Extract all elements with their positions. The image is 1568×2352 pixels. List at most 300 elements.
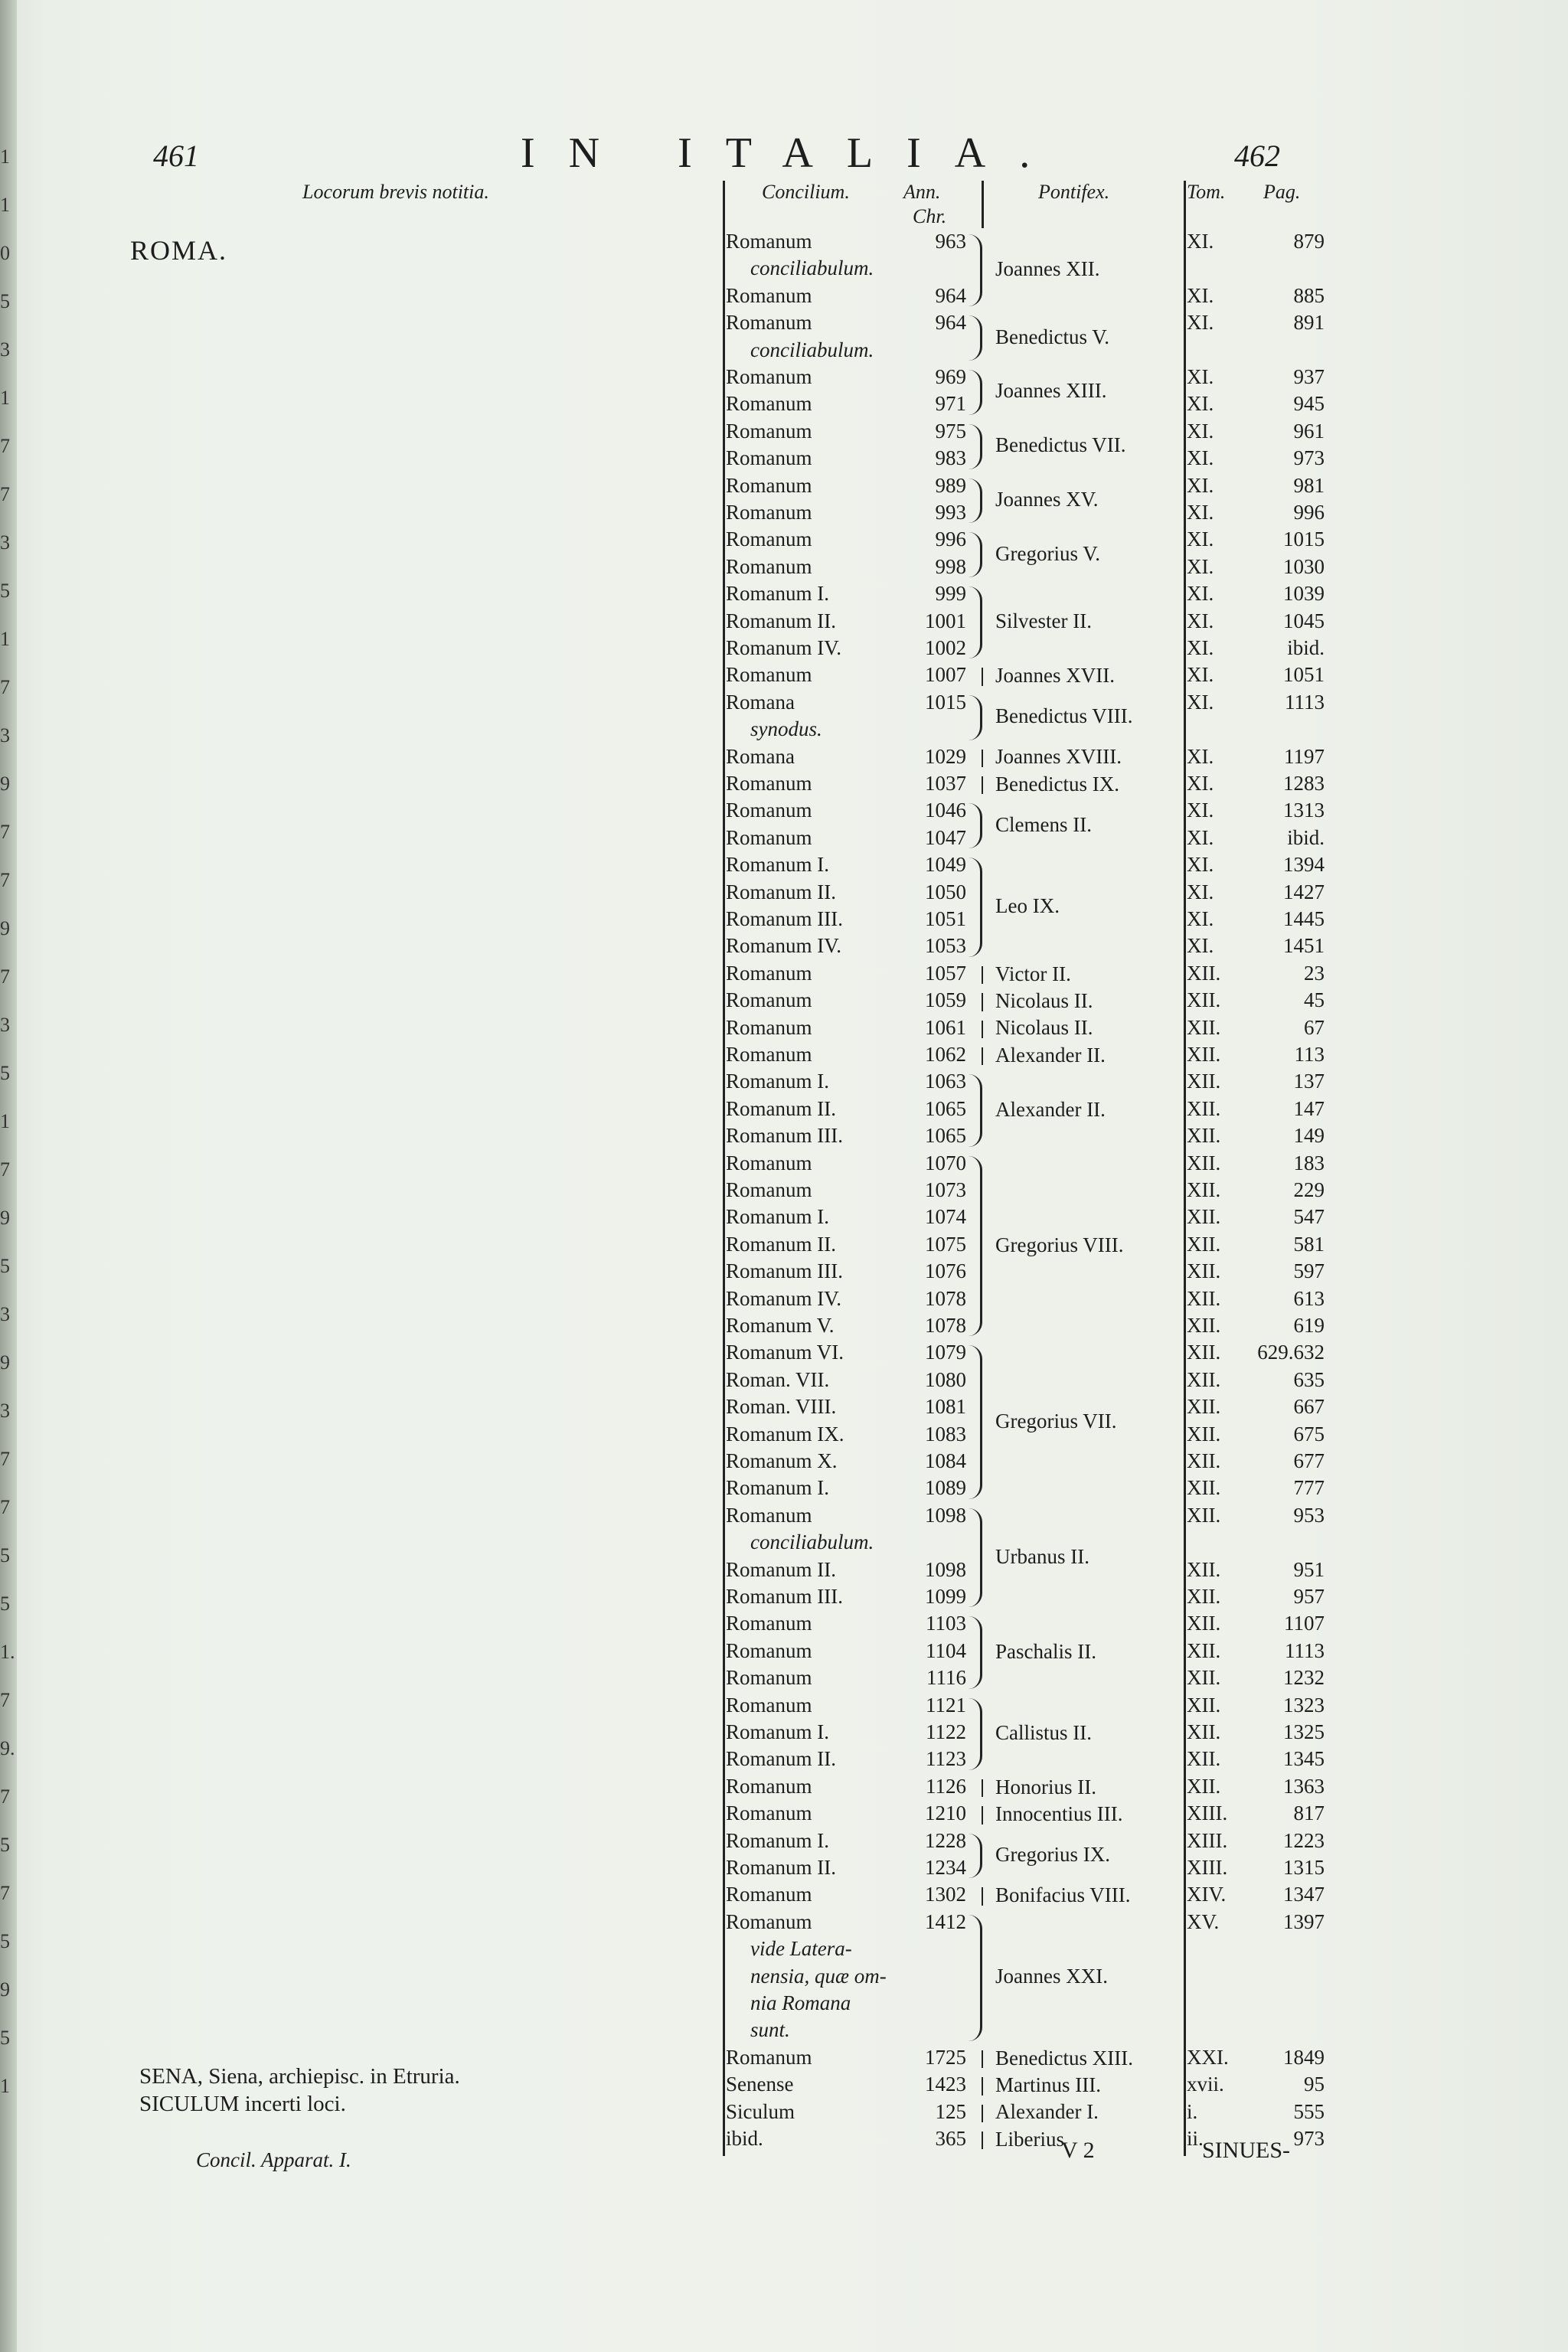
council-year: 365 bbox=[935, 2127, 966, 2150]
tome-number: XII. bbox=[1187, 1096, 1221, 1120]
page-ref: 113 bbox=[1294, 1043, 1325, 1066]
column-header-tom: Tom. bbox=[1187, 181, 1226, 203]
brace bbox=[966, 315, 982, 361]
tome-number: xvii. bbox=[1187, 2073, 1224, 2096]
council-name: Romanum I. bbox=[726, 1828, 829, 1852]
edge-digit: 5 bbox=[0, 290, 10, 312]
column-rule-tom bbox=[1184, 181, 1186, 2156]
council-name: Senense bbox=[726, 2073, 794, 2096]
page-ref: 183 bbox=[1293, 1151, 1325, 1174]
brace bbox=[966, 424, 982, 469]
brace bbox=[966, 1156, 982, 1337]
pontifex-rule bbox=[982, 668, 983, 685]
brace bbox=[966, 370, 982, 415]
pontifex-label: Callistus II. bbox=[995, 1720, 1092, 1744]
council-name: Romanum II. bbox=[726, 1557, 836, 1581]
page-ref: 675 bbox=[1293, 1422, 1325, 1446]
pontifex-label: Joannes XV. bbox=[995, 488, 1099, 511]
council-name: Romana bbox=[726, 690, 795, 714]
note-sena: SENA, Siena, archiepisc. in Etruria. bbox=[139, 2064, 460, 2089]
tome-number: XII. bbox=[1187, 1178, 1221, 1201]
edge-digit: 7 bbox=[0, 821, 10, 843]
tome-number: XII. bbox=[1187, 1638, 1221, 1662]
council-year: 1116 bbox=[926, 1666, 966, 1690]
edge-digit: 7 bbox=[0, 1448, 10, 1470]
tome-number: XII. bbox=[1187, 1070, 1221, 1093]
edge-digit: 9 bbox=[0, 773, 10, 795]
council-name: Romanum X. bbox=[726, 1449, 838, 1472]
council-name: Romanum bbox=[726, 1909, 812, 1933]
pontifex-label: Joannes XII. bbox=[995, 257, 1100, 281]
page-ref: 953 bbox=[1293, 1503, 1325, 1527]
council-year: 1070 bbox=[925, 1151, 966, 1174]
page-ref: 961 bbox=[1293, 419, 1325, 443]
pontifex-label: Silvester II. bbox=[995, 609, 1092, 633]
page-number-left: 461 bbox=[153, 139, 199, 173]
council-name: Romanum I. bbox=[726, 1070, 829, 1093]
council-year: 1098 bbox=[925, 1557, 966, 1581]
council-year: 1725 bbox=[925, 2045, 966, 2069]
tome-number: XI. bbox=[1187, 853, 1214, 877]
council-year: 1050 bbox=[925, 880, 966, 903]
edge-digit: 5 bbox=[0, 580, 10, 602]
page-ref: 147 bbox=[1293, 1096, 1325, 1120]
council-year: 983 bbox=[935, 446, 966, 470]
council-name: Romanum bbox=[726, 528, 812, 551]
edge-digit: 1 bbox=[0, 628, 10, 650]
column-rule-pontifex-head bbox=[982, 181, 984, 228]
tome-number: XII. bbox=[1187, 1422, 1221, 1446]
pontifex-label: Alexander I. bbox=[995, 2100, 1099, 2124]
tome-number: XII. bbox=[1187, 1557, 1221, 1581]
page-ref: 1015 bbox=[1283, 528, 1325, 551]
note-siculum: SICULUM incerti loci. bbox=[139, 2092, 346, 2116]
page-ref: 137 bbox=[1293, 1070, 1325, 1093]
council-name: Romanum bbox=[726, 365, 812, 388]
council-name: Romanum IX. bbox=[726, 1422, 844, 1446]
council-year: 1079 bbox=[925, 1341, 966, 1364]
council-year: 1074 bbox=[925, 1205, 966, 1229]
pontifex-label: Gregorius VIII. bbox=[995, 1233, 1124, 1256]
council-year: 1084 bbox=[925, 1449, 966, 1472]
council-name: Romanum bbox=[726, 501, 812, 524]
council-note: conciliabulum. bbox=[750, 256, 874, 280]
pontifex-label: Alexander II. bbox=[995, 1097, 1106, 1121]
council-year: 1046 bbox=[925, 799, 966, 822]
council-name: Romanum bbox=[726, 961, 812, 985]
brace bbox=[966, 532, 982, 577]
pontifex-label: Martinus III. bbox=[995, 2073, 1101, 2096]
pontifex-rule bbox=[982, 750, 983, 767]
edge-digit: 9 bbox=[0, 1978, 10, 2001]
council-name: Romanum III. bbox=[726, 1124, 843, 1148]
council-name: Romanum bbox=[726, 1883, 812, 1906]
tome-number: XII. bbox=[1187, 961, 1221, 985]
council-name: Romanum bbox=[726, 799, 812, 822]
edge-digit: 7 bbox=[0, 435, 10, 457]
tome-number: XII. bbox=[1187, 1259, 1221, 1283]
council-year: 1210 bbox=[925, 1802, 966, 1825]
tome-number: XI. bbox=[1187, 690, 1214, 714]
page-ref: 1427 bbox=[1283, 880, 1325, 903]
edge-digit: 5 bbox=[0, 1930, 10, 1952]
tome-number: XI. bbox=[1187, 772, 1214, 795]
pontifex-rule bbox=[982, 2132, 983, 2149]
page-ref: 957 bbox=[1293, 1585, 1325, 1608]
pontifex-rule bbox=[982, 2077, 983, 2095]
tome-number: XII. bbox=[1187, 988, 1221, 1012]
page-ref: ibid. bbox=[1287, 825, 1325, 849]
council-name: Romanum bbox=[726, 1151, 812, 1174]
pontifex-rule bbox=[982, 776, 983, 794]
pontifex-rule bbox=[982, 1887, 983, 1905]
page-ref: 981 bbox=[1293, 473, 1325, 497]
brace bbox=[966, 695, 982, 740]
council-name: Romanum bbox=[726, 392, 812, 416]
tome-number: XI. bbox=[1187, 311, 1214, 335]
council-name: Romanum V. bbox=[726, 1314, 835, 1337]
page-ref: 1345 bbox=[1283, 1747, 1325, 1771]
pontifex-label: Joannes XIII. bbox=[995, 379, 1107, 403]
council-year: 1123 bbox=[926, 1747, 966, 1771]
council-year: 1049 bbox=[925, 853, 966, 877]
brace bbox=[966, 858, 982, 957]
edge-digit: 7 bbox=[0, 676, 10, 698]
council-name: Romanum I. bbox=[726, 1205, 829, 1229]
edge-digit: 1 bbox=[0, 1110, 10, 1132]
page-ref: 1325 bbox=[1283, 1720, 1325, 1743]
council-year: 1059 bbox=[925, 988, 966, 1012]
page-ref: 613 bbox=[1293, 1286, 1325, 1310]
page-ref: 629.632 bbox=[1257, 1341, 1325, 1364]
council-year: 1051 bbox=[925, 907, 966, 930]
council-year: 1047 bbox=[925, 825, 966, 849]
council-year: 1065 bbox=[925, 1124, 966, 1148]
edge-digit: 5 bbox=[0, 1062, 10, 1084]
council-year: 975 bbox=[935, 419, 966, 443]
page-ref: 1113 bbox=[1285, 1638, 1325, 1662]
tome-number: XI. bbox=[1187, 554, 1214, 578]
council-year: 1103 bbox=[926, 1612, 966, 1635]
column-header-pontifex: Pontifex. bbox=[1038, 181, 1110, 203]
tome-number: XI. bbox=[1187, 880, 1214, 903]
tome-number: XII. bbox=[1187, 1205, 1221, 1229]
tome-number: XV. bbox=[1187, 1909, 1220, 1933]
page-ref: 1323 bbox=[1283, 1693, 1325, 1717]
brace bbox=[966, 1508, 982, 1608]
page-ref: ibid. bbox=[1287, 636, 1325, 659]
council-year: 1001 bbox=[925, 609, 966, 632]
page-ref: 1315 bbox=[1283, 1856, 1325, 1879]
tome-number: XII. bbox=[1187, 1151, 1221, 1174]
page-ref: 1363 bbox=[1283, 1774, 1325, 1798]
brace bbox=[966, 1698, 982, 1770]
pontifex-label: Liberius bbox=[995, 2127, 1064, 2151]
tome-number: XII. bbox=[1187, 1774, 1221, 1798]
council-name: Romanum IV. bbox=[726, 934, 842, 958]
pontifex-label: Joannes XVII. bbox=[995, 664, 1115, 688]
council-name: Romanum I. bbox=[726, 1476, 829, 1500]
tome-number: XI. bbox=[1187, 744, 1214, 768]
brace bbox=[966, 1834, 982, 1879]
council-year: 1099 bbox=[925, 1585, 966, 1608]
page-ref: 885 bbox=[1293, 283, 1325, 307]
council-name: Romanum bbox=[726, 1802, 812, 1825]
tome-number: XII. bbox=[1187, 1747, 1221, 1771]
tome-number: XI. bbox=[1187, 934, 1214, 958]
council-name: Romanum bbox=[726, 473, 812, 497]
section-label-roma: ROMA. bbox=[130, 235, 228, 266]
council-name: Romanum bbox=[726, 1693, 812, 1717]
tome-number: XI. bbox=[1187, 365, 1214, 388]
council-name: Romanum III. bbox=[726, 1585, 843, 1608]
council-name: Romanum bbox=[726, 283, 812, 307]
edge-digit: 7 bbox=[0, 1496, 10, 1518]
page-ref: 1451 bbox=[1283, 934, 1325, 958]
edge-digit: 5 bbox=[0, 1592, 10, 1615]
page-ref: 581 bbox=[1293, 1232, 1325, 1256]
column-header-concilium: Concilium. bbox=[762, 181, 850, 203]
tome-number: XXI. bbox=[1187, 2045, 1229, 2069]
edge-digit: 7 bbox=[0, 1785, 10, 1808]
edge-digit: 7 bbox=[0, 483, 10, 505]
tome-number: XI. bbox=[1187, 473, 1214, 497]
brace bbox=[966, 1616, 982, 1688]
page-ref: 95 bbox=[1304, 2073, 1325, 2096]
tome-number: XII. bbox=[1187, 1232, 1221, 1256]
council-year: 996 bbox=[935, 528, 966, 551]
tome-number: XII. bbox=[1187, 1367, 1221, 1391]
council-name: Romanum bbox=[726, 825, 812, 849]
council-name: Romanum II. bbox=[726, 609, 836, 632]
council-note: conciliabulum. bbox=[750, 1530, 874, 1554]
page-ref: 1223 bbox=[1283, 1828, 1325, 1852]
council-name: Romanum bbox=[726, 988, 812, 1012]
page-title: IN ITALIA. bbox=[521, 129, 1064, 177]
page-ref: 667 bbox=[1293, 1395, 1325, 1419]
pontifex-label: Benedictus IX. bbox=[995, 772, 1119, 795]
signature-line: Concil. Apparat. I. bbox=[196, 2148, 351, 2171]
tome-number: XII. bbox=[1187, 1503, 1221, 1527]
pontifex-label: Benedictus VIII. bbox=[995, 704, 1133, 728]
edge-digit: 7 bbox=[0, 1882, 10, 1904]
council-name: Romanum bbox=[726, 1774, 812, 1798]
page-ref: 619 bbox=[1293, 1314, 1325, 1337]
council-name: Romanum bbox=[726, 663, 812, 687]
page-ref: 1197 bbox=[1284, 744, 1325, 768]
council-name: Romanum bbox=[726, 1612, 812, 1635]
tome-number: XII. bbox=[1187, 1286, 1221, 1310]
tome-number: XII. bbox=[1187, 1341, 1221, 1364]
edge-digit: 1 bbox=[0, 145, 10, 168]
pontifex-label: Clemens II. bbox=[995, 812, 1092, 836]
pontifex-label: Leo IX. bbox=[995, 894, 1060, 917]
pontifex-label: Benedictus XIII. bbox=[995, 2046, 1133, 2069]
pontifex-label: Urbanus II. bbox=[995, 1544, 1089, 1568]
council-name: Romanum bbox=[726, 1503, 812, 1527]
tome-number: XI. bbox=[1187, 501, 1214, 524]
council-year: 1302 bbox=[925, 1883, 966, 1906]
tome-number: XI. bbox=[1187, 609, 1214, 632]
pontifex-rule bbox=[982, 2050, 983, 2068]
pontifex-rule bbox=[982, 2105, 983, 2122]
pontifex-rule bbox=[982, 1021, 983, 1038]
pontifex-label: Victor II. bbox=[995, 962, 1071, 985]
council-name: Romanum VI. bbox=[726, 1341, 844, 1364]
council-year: 1053 bbox=[925, 934, 966, 958]
edge-digit: 7 bbox=[0, 1689, 10, 1711]
page-ref: 1045 bbox=[1283, 609, 1325, 632]
page-ref: 777 bbox=[1293, 1476, 1325, 1500]
council-name: Romanum I. bbox=[726, 1720, 829, 1743]
council-year: 1083 bbox=[925, 1422, 966, 1446]
council-year: 969 bbox=[935, 365, 966, 388]
council-name: Romanum bbox=[726, 1178, 812, 1201]
council-name: Romanum II. bbox=[726, 1747, 836, 1771]
council-name: Roman. VII. bbox=[726, 1367, 830, 1391]
tome-number: XII. bbox=[1187, 1693, 1221, 1717]
column-header-ann: Ann. bbox=[903, 181, 941, 203]
council-name: Siculum bbox=[726, 2099, 795, 2123]
edge-digit: 3 bbox=[0, 338, 10, 361]
council-year: 999 bbox=[935, 582, 966, 606]
column-header-locorum: Locorum brevis notitia. bbox=[302, 181, 489, 203]
catchword: SINUES- bbox=[1202, 2138, 1291, 2163]
pontifex-label: Gregorius IX. bbox=[995, 1843, 1110, 1866]
brace bbox=[966, 803, 982, 848]
brace bbox=[966, 234, 982, 306]
pontifex-label: Benedictus V. bbox=[995, 325, 1110, 348]
council-name: Romanum IV. bbox=[726, 636, 842, 659]
council-year: 1029 bbox=[925, 744, 966, 768]
council-year: 1065 bbox=[925, 1096, 966, 1120]
council-year: 1078 bbox=[925, 1286, 966, 1310]
tome-number: ii. bbox=[1187, 2127, 1204, 2150]
edge-digit: 5 bbox=[0, 2027, 10, 2049]
tome-number: XI. bbox=[1187, 419, 1214, 443]
council-year: 1057 bbox=[925, 961, 966, 985]
council-name: Romanum bbox=[726, 419, 812, 443]
council-note: conciliabulum. bbox=[750, 338, 874, 361]
tome-number: XI. bbox=[1187, 825, 1214, 849]
pontifex-label: Paschalis II. bbox=[995, 1639, 1096, 1663]
pontifex-label: Joannes XVIII. bbox=[995, 745, 1122, 769]
council-name: Romanum bbox=[726, 446, 812, 470]
page-ref: 891 bbox=[1293, 311, 1325, 335]
tome-number: XI. bbox=[1187, 582, 1214, 606]
edge-digit: 9 bbox=[0, 1207, 10, 1229]
column-rule-concilium bbox=[723, 181, 725, 2156]
edge-digit: 1 bbox=[0, 194, 10, 216]
edge-digit: 1 bbox=[0, 387, 10, 409]
tome-number: XIV. bbox=[1187, 1883, 1227, 1906]
council-name: Romanum bbox=[726, 311, 812, 335]
council-year: 1080 bbox=[925, 1367, 966, 1391]
page-ref: 1039 bbox=[1283, 582, 1325, 606]
council-year: 1121 bbox=[926, 1693, 966, 1717]
council-name: Romanum I. bbox=[726, 853, 829, 877]
edge-digit: 7 bbox=[0, 965, 10, 988]
council-year: 1228 bbox=[925, 1828, 966, 1852]
council-year: 1015 bbox=[925, 690, 966, 714]
council-name: Romanum bbox=[726, 1015, 812, 1039]
council-name: Romana bbox=[726, 744, 795, 768]
page-ref: 1313 bbox=[1283, 799, 1325, 822]
council-year: 1061 bbox=[925, 1015, 966, 1039]
pontifex-label: Nicolaus II. bbox=[995, 1016, 1093, 1040]
page-ref: 597 bbox=[1293, 1259, 1325, 1283]
council-name: Romanum II. bbox=[726, 1856, 836, 1879]
brace bbox=[966, 586, 982, 658]
council-name: Romanum bbox=[726, 230, 812, 253]
tome-number: XIII. bbox=[1187, 1828, 1228, 1852]
council-year: 1062 bbox=[925, 1043, 966, 1066]
council-name: ibid. bbox=[726, 2127, 763, 2150]
edge-digit: 9 bbox=[0, 1351, 10, 1374]
council-year: 963 bbox=[935, 230, 966, 253]
tome-number: XII. bbox=[1187, 1015, 1221, 1039]
tome-number: XIII. bbox=[1187, 1802, 1228, 1825]
council-year: 1037 bbox=[925, 772, 966, 795]
pontifex-rule bbox=[982, 966, 983, 984]
page-ref: 1232 bbox=[1283, 1666, 1325, 1690]
pontifex-label: Benedictus VII. bbox=[995, 433, 1126, 457]
pontifex-label: Alexander II. bbox=[995, 1043, 1106, 1067]
council-year: 1078 bbox=[925, 1314, 966, 1337]
page-ref: 1030 bbox=[1283, 554, 1325, 578]
page-ref: 23 bbox=[1304, 961, 1325, 985]
page-ref: 1113 bbox=[1285, 690, 1325, 714]
tome-number: XII. bbox=[1187, 1124, 1221, 1148]
edge-digit: 3 bbox=[0, 1014, 10, 1036]
brace bbox=[966, 1915, 982, 2041]
tome-number: XI. bbox=[1187, 528, 1214, 551]
tome-number: XI. bbox=[1187, 283, 1214, 307]
pontifex-label: Nicolaus II. bbox=[995, 988, 1093, 1012]
council-year: 1002 bbox=[925, 636, 966, 659]
pontifex-rule bbox=[982, 1806, 983, 1824]
council-year: 1076 bbox=[925, 1259, 966, 1283]
edge-digit: 3 bbox=[0, 1400, 10, 1422]
page-ref: 67 bbox=[1304, 1015, 1325, 1039]
council-name: Romanum III. bbox=[726, 1259, 843, 1283]
page-ref: 547 bbox=[1293, 1205, 1325, 1229]
page-ref: 229 bbox=[1293, 1178, 1325, 1201]
council-year: 1412 bbox=[925, 1909, 966, 1933]
council-year: 1007 bbox=[925, 663, 966, 687]
tome-number: XII. bbox=[1187, 1449, 1221, 1472]
page-ref: 1394 bbox=[1283, 853, 1325, 877]
council-note: nia Romana bbox=[750, 1991, 851, 2014]
council-name: Romanum II. bbox=[726, 1096, 836, 1120]
council-year: 1423 bbox=[925, 2073, 966, 2096]
council-name: Romanum bbox=[726, 554, 812, 578]
page-ref: 937 bbox=[1293, 365, 1325, 388]
council-year: 1104 bbox=[926, 1638, 966, 1662]
tome-number: XII. bbox=[1187, 1043, 1221, 1066]
page-ref: 973 bbox=[1293, 2127, 1325, 2150]
council-name: Romanum bbox=[726, 1666, 812, 1690]
page-ref: 1397 bbox=[1283, 1909, 1325, 1933]
tome-number: XII. bbox=[1187, 1666, 1221, 1690]
pontifex-label: Joannes XXI. bbox=[995, 1965, 1108, 1988]
page-ref: 45 bbox=[1304, 988, 1325, 1012]
edge-digit: 0 bbox=[0, 242, 10, 264]
pontifex-rule bbox=[982, 1779, 983, 1797]
tome-number: XII. bbox=[1187, 1395, 1221, 1419]
pontifex-rule bbox=[982, 993, 983, 1011]
page-ref: 677 bbox=[1293, 1449, 1325, 1472]
